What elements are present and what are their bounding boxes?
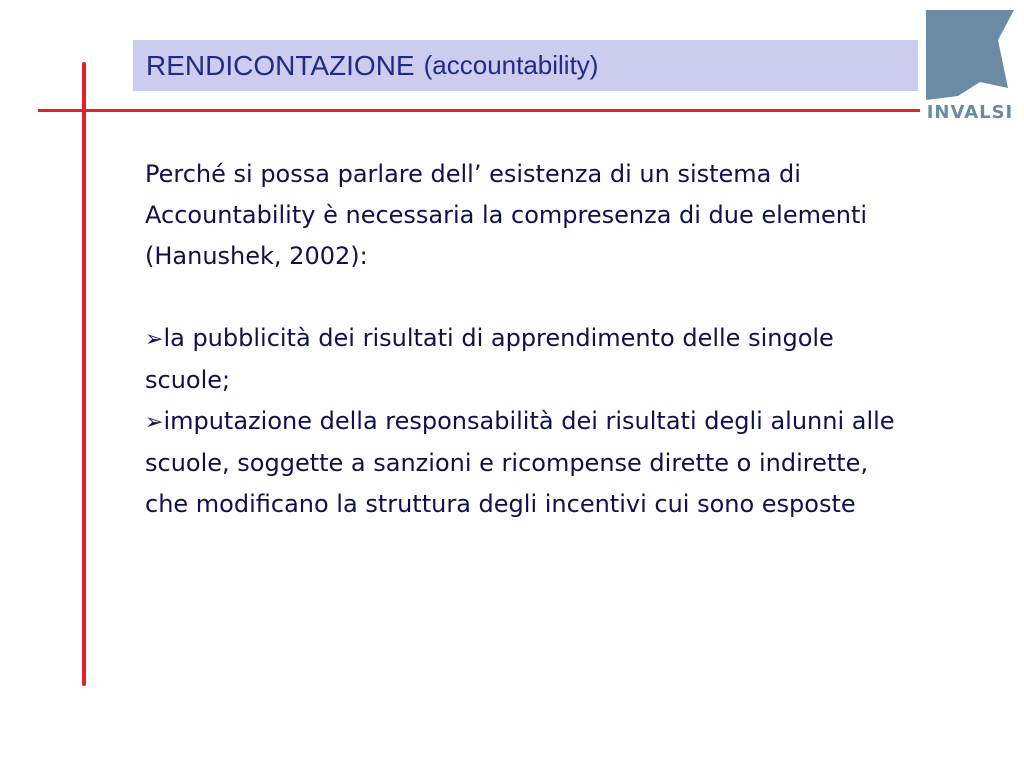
vertical-red-rule	[82, 62, 86, 686]
bullet-text-1: la pubblicità dei risultati di apprendimento delle singole scuole;	[145, 324, 834, 394]
invalsi-logo	[922, 10, 1018, 122]
horizontal-red-rule	[38, 109, 920, 112]
arrow-bullet-icon: ➢	[145, 327, 164, 352]
bullet-item-1	[145, 318, 905, 401]
invalsi-flag-icon	[922, 10, 1018, 102]
slide-title-sub: (accountability)	[423, 50, 599, 80]
slide-body	[145, 154, 905, 525]
arrow-bullet-icon: ➢	[145, 410, 164, 435]
bullet-item-2	[145, 401, 905, 525]
slide-title-main: RENDICONTAZIONE	[146, 49, 415, 81]
intro-paragraph: Perché si possa parlare dell’ esistenza di un sistema di Accountability è necessaria la compresenza di due elementi (Hanushek, 2002):	[145, 160, 868, 270]
invalsi-logo-text: INVALSI	[926, 102, 1014, 123]
bullet-text-2: imputazione della responsabilità dei risultati degli alunni alle scuole, soggette a sanzioni e ricompense dirette o indirette, che modificano la struttura degli incentivi cui sono esposte	[145, 407, 895, 518]
paragraph-spacer	[145, 277, 905, 318]
slide-title	[133, 40, 918, 91]
